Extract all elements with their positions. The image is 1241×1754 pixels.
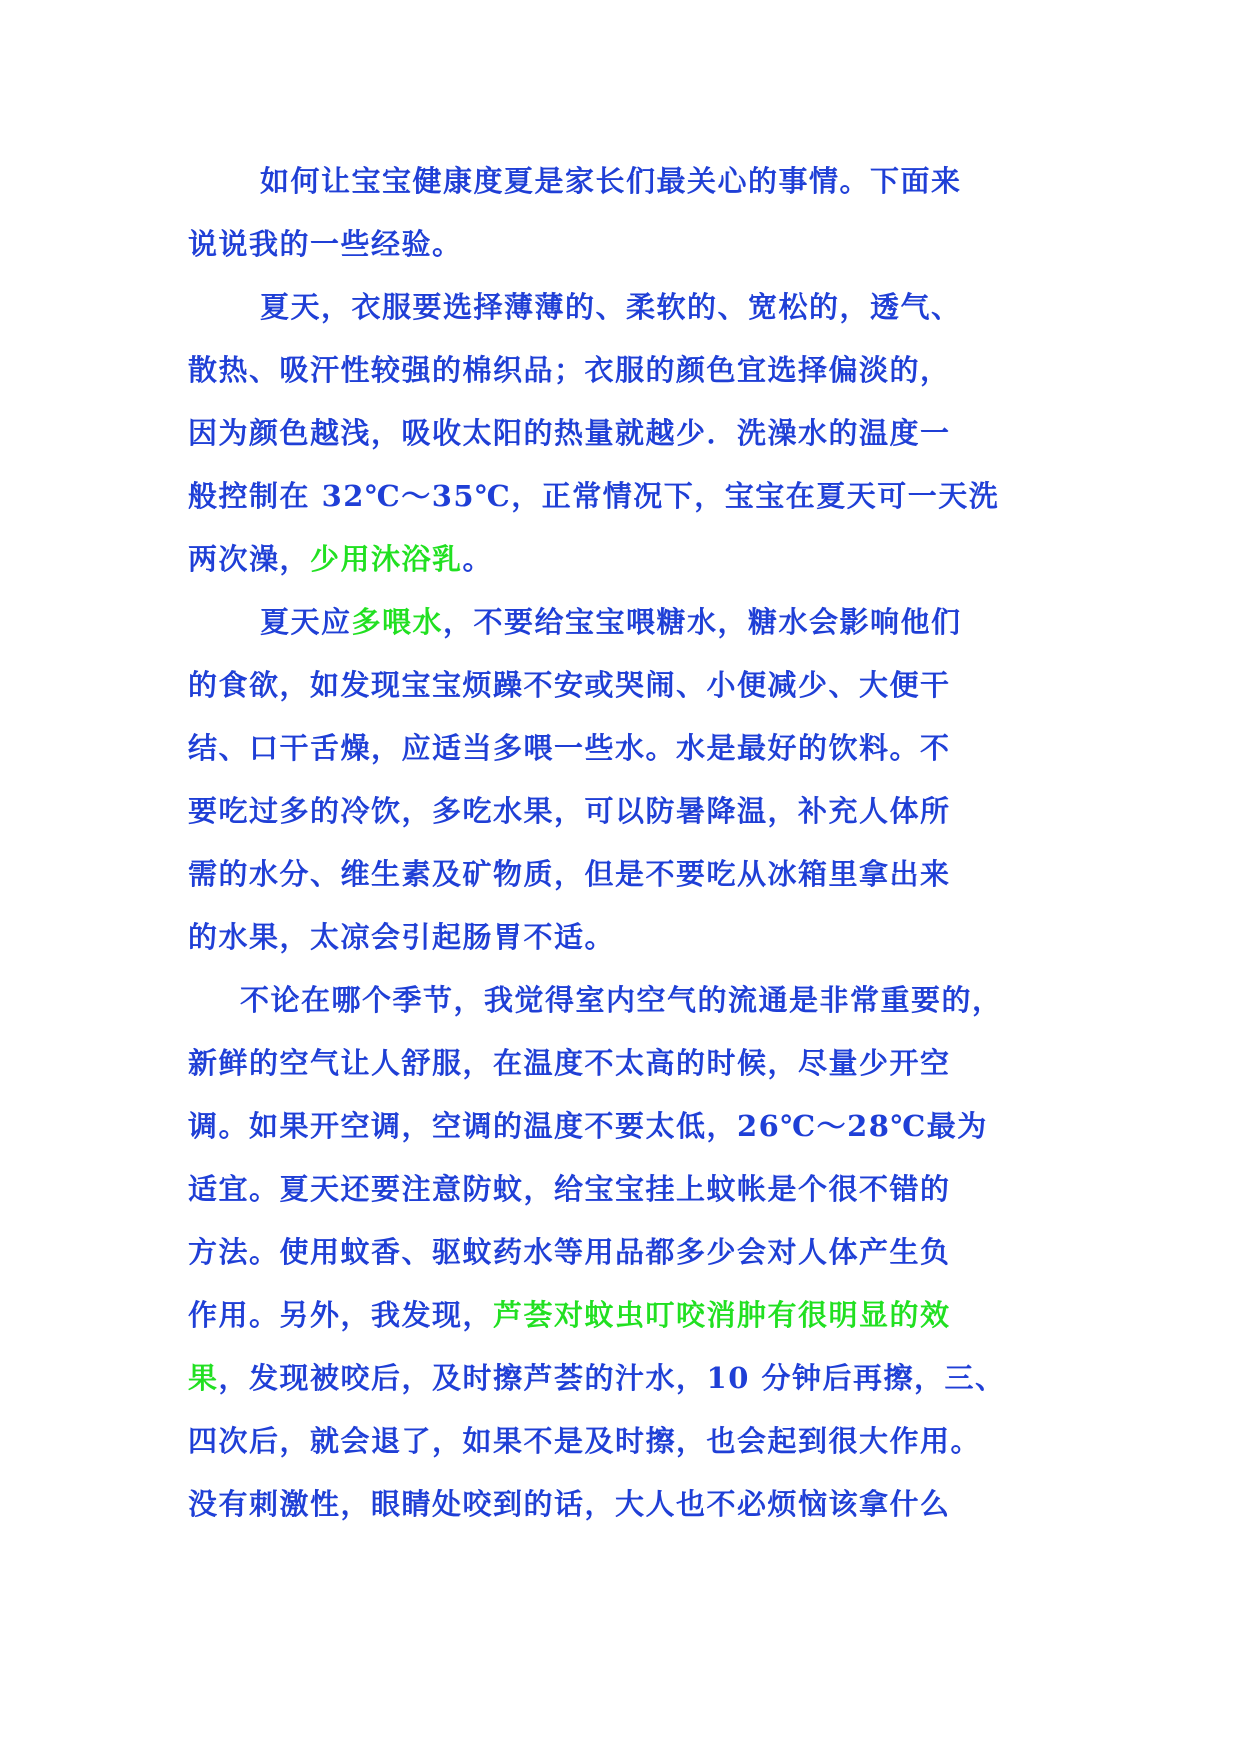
text-segment: 因为颜色越浅，吸收太阳的热量就越少．洗澡水的温度一 [188, 416, 951, 450]
text-line [188, 717, 1088, 780]
text-segment: ，发现被咬后，及时擦芦荟的汁水，10 分钟后再擦，三、 [218, 1361, 1006, 1395]
text-line [188, 1410, 1088, 1473]
text-segment: 方法。使用蚊香、驱蚊药水等用品都多少会对人体产生负 [188, 1235, 951, 1269]
text-segment: 作用。另外，我发现， [188, 1298, 494, 1332]
text-line [188, 528, 1088, 591]
text-segment: 需的水分、维生素及矿物质，但是不要吃从冰箱里拿出来 [188, 857, 951, 891]
text-line [188, 1095, 1088, 1158]
text-segment: 般控制在 32℃～35℃，正常情况下，宝宝在夏天可一天洗 [188, 479, 1000, 513]
text-line [188, 1032, 1088, 1095]
text-segment: 适宜。夏天还要注意防蚊，给宝宝挂上蚊帐是个很不错的 [188, 1172, 951, 1206]
text-segment: 如何让宝宝健康度夏是家长们最关心的事情。下面来 [260, 164, 962, 198]
text-segment: 调。如果开空调，空调的温度不要太低，26℃～28℃最为 [188, 1109, 988, 1143]
text-segment: 散热、吸汗性较强的棉织品；衣服的颜色宜选择偏淡的， [188, 353, 951, 387]
text-line [188, 1284, 1088, 1347]
text-segment: 夏天，衣服要选择薄薄的、柔软的、宽松的，透气、 [260, 290, 962, 324]
text-line [188, 969, 1088, 1032]
text-segment: 要吃过多的冷饮，多吃水果，可以防暑降温，补充人体所 [188, 794, 951, 828]
highlighted-text: 多喂水 [351, 605, 444, 639]
text-line [188, 1158, 1088, 1221]
text-segment: 结、口干舌燥，应适当多喂一些水。水是最好的饮料。不 [188, 731, 951, 765]
text-line [188, 591, 1088, 654]
text-segment: 。 [462, 542, 494, 576]
text-line [188, 276, 1088, 339]
text-segment: ，不要给宝宝喂糖水，糖水会影响他们 [443, 605, 962, 639]
text-line [188, 1473, 1088, 1536]
text-line [188, 906, 1088, 969]
text-segment: 没有刺激性，眼睛处咬到的话，大人也不必烦恼该拿什么 [188, 1487, 951, 1521]
text-segment: 说说我的一些经验。 [188, 227, 463, 261]
text-line [188, 843, 1088, 906]
highlighted-text: 芦荟对蚊虫叮咬消肿有很明显的效 [493, 1298, 951, 1332]
text-segment: 的食欲，如发现宝宝烦躁不安或哭闹、小便减少、大便干 [188, 668, 951, 702]
highlighted-text: 果 [188, 1361, 219, 1395]
text-line [188, 654, 1088, 717]
text-line [188, 1221, 1088, 1284]
text-line [188, 213, 1088, 276]
highlighted-text: 少用沐浴乳 [310, 542, 463, 576]
text-line [188, 402, 1088, 465]
text-segment: 不论在哪个季节，我觉得室内空气的流通是非常重要的， [240, 983, 1003, 1017]
text-line [188, 780, 1088, 843]
document-body [188, 150, 1088, 1536]
text-segment: 四次后，就会退了，如果不是及时擦，也会起到很大作用。 [188, 1424, 982, 1458]
text-segment: 两次澡， [188, 542, 311, 576]
text-segment: 的水果，太凉会引起肠胃不适。 [188, 920, 616, 954]
text-line [188, 1347, 1088, 1410]
text-line [188, 150, 1088, 213]
text-segment: 夏天应 [260, 605, 352, 639]
text-segment: 新鲜的空气让人舒服，在温度不太高的时候，尽量少开空 [188, 1046, 951, 1080]
text-line [188, 339, 1088, 402]
text-line [188, 465, 1088, 528]
